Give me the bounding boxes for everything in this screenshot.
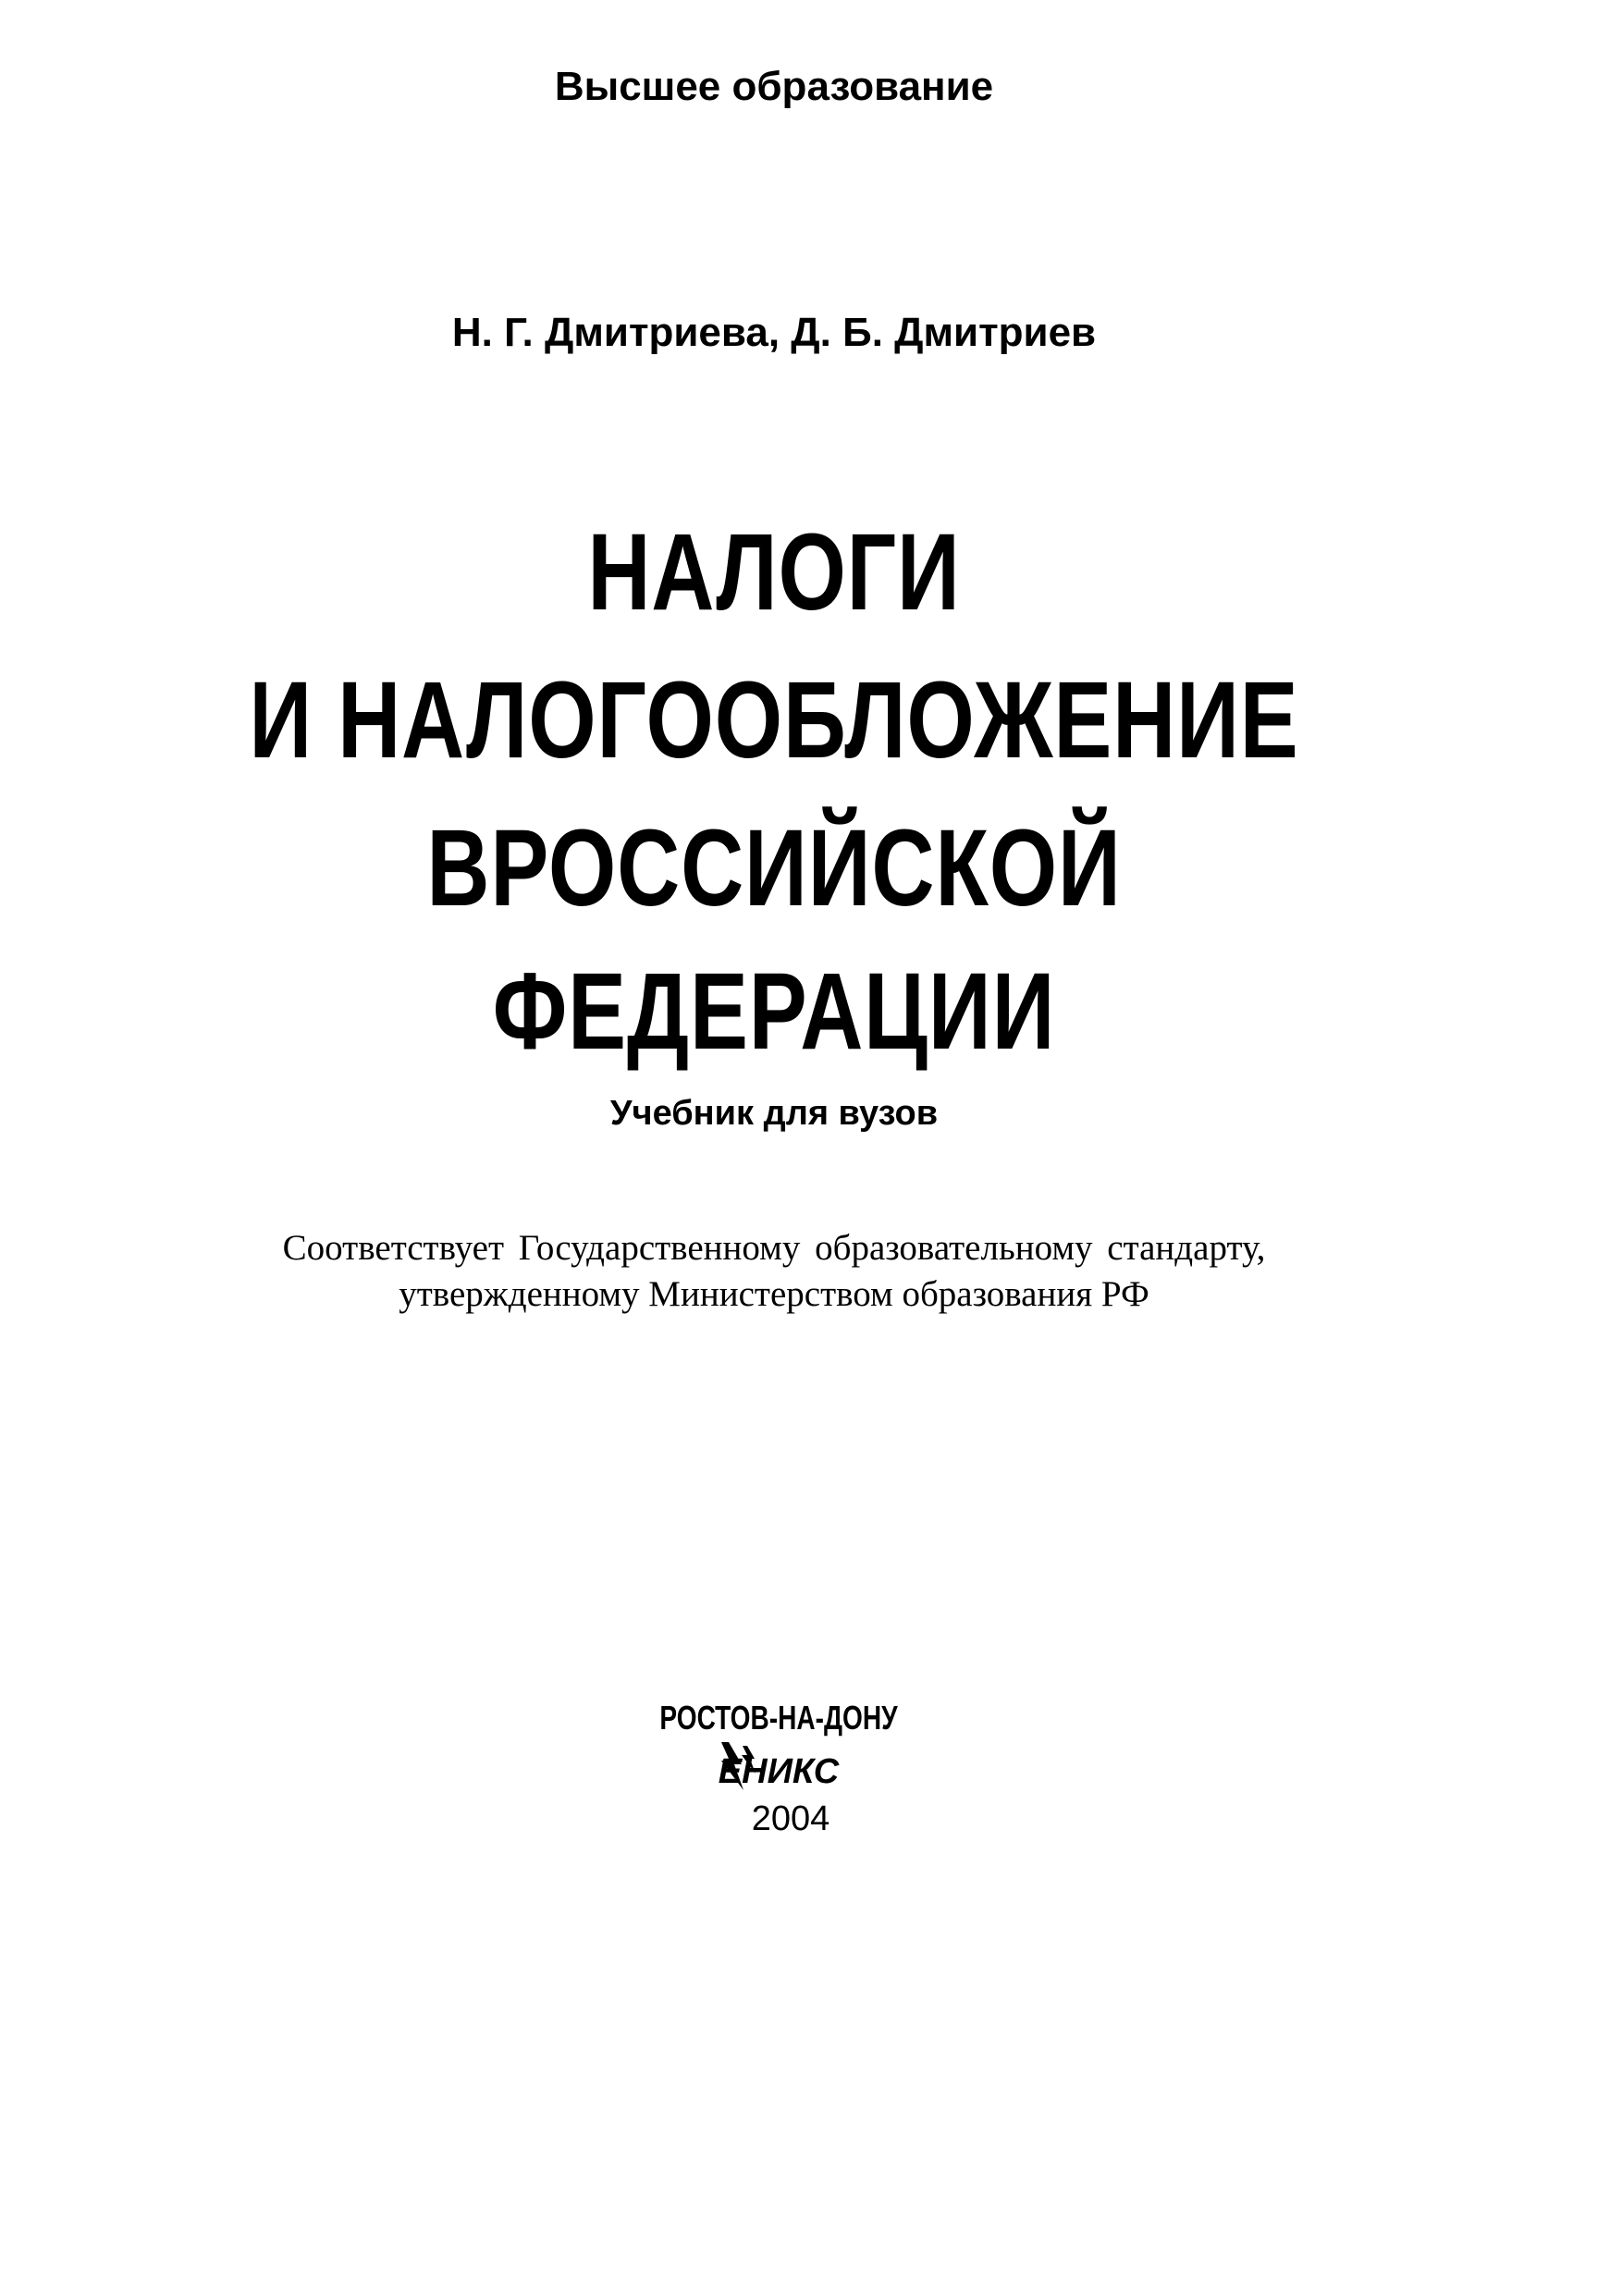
imprint-city: РОСТОВ-НА-ДОНУ (659, 1699, 898, 1737)
title-line-2: И НАЛОГООБЛОЖЕНИЕ (249, 659, 1299, 781)
subtitle: Учебник для вузов (609, 1094, 939, 1133)
series-name: Высшее образование (554, 64, 994, 109)
authors: Н. Г. Дмитриева, Д. Б. Дмитриев (451, 310, 1097, 355)
title-line-3: ВРОССИЙСКОЙ (426, 807, 1122, 929)
standard-note-line-1: Соответствует Государственному образовательному стандарту, (282, 1228, 1266, 1268)
publication-year: 2004 (751, 1799, 830, 1838)
standard-note-line-2: утвержденному Министерством образования РФ (399, 1274, 1149, 1314)
title-line-1: НАЛОГИ (587, 511, 961, 633)
publisher-name: ЕНИКС (718, 1752, 840, 1791)
title-line-4: ФЕДЕРАЦИИ (492, 951, 1056, 1073)
